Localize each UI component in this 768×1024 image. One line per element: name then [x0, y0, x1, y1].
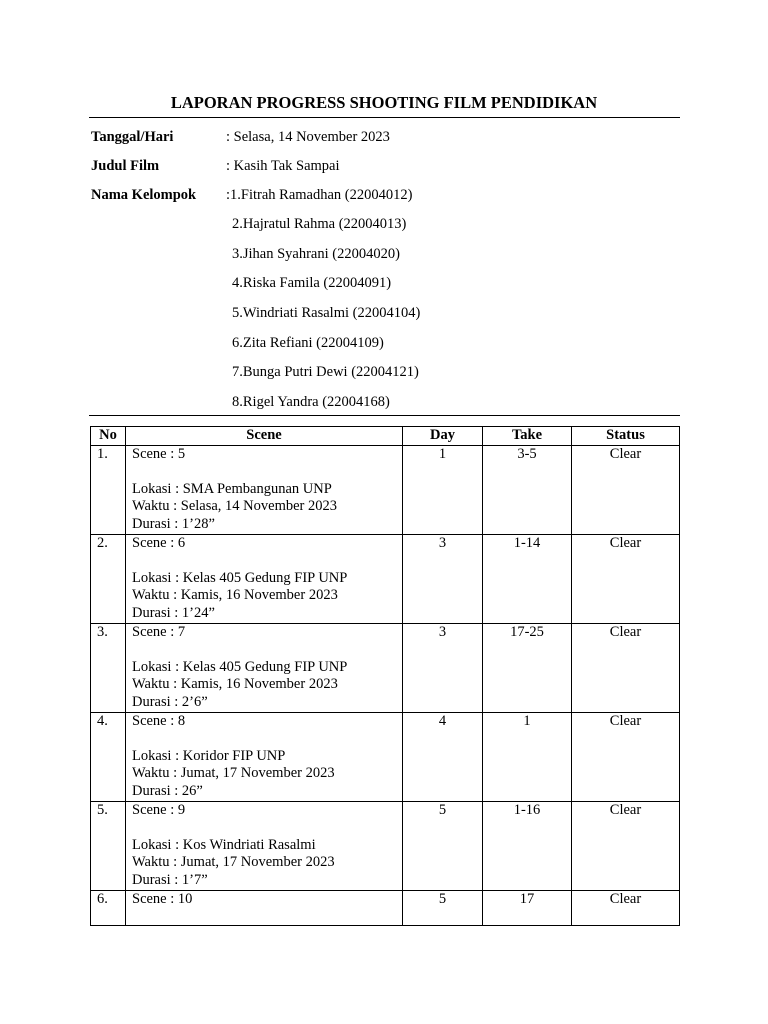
member-item: 3.Jihan Syahrani (22004020)	[232, 246, 400, 262]
header-status: Status	[572, 427, 680, 446]
status-cell: Clear	[572, 712, 680, 801]
member-item: 2.Hajratul Rahma (22004013)	[232, 216, 407, 232]
film-title-value: : Kasih Tak Sampai	[226, 158, 340, 174]
scene-location: Lokasi : Kelas 405 Gedung FIP UNP	[132, 658, 348, 675]
scene-time: Waktu : Jumat, 17 November 2023	[132, 854, 335, 870]
table-row	[91, 712, 680, 801]
date-label: Tanggal/Hari	[91, 129, 174, 145]
day-cell: 3	[403, 534, 483, 623]
member-item: 6.Zita Refiani (22004109)	[232, 335, 384, 351]
scene-cell	[126, 623, 403, 712]
take-cell: 17-25	[483, 623, 572, 712]
scene-number: Scene : 6	[132, 534, 186, 551]
status-cell: Clear	[572, 890, 680, 925]
table-row	[91, 801, 680, 890]
scene-time: Waktu : Kamis, 16 November 2023	[132, 587, 338, 603]
scene-cell	[126, 890, 403, 925]
take-cell: 17	[483, 890, 572, 925]
row-number: 3.	[91, 623, 126, 712]
header-no: No	[91, 427, 126, 446]
status-cell: Clear	[572, 534, 680, 623]
scene-number: Scene : 8	[132, 712, 186, 729]
row-number: 4.	[91, 712, 126, 801]
status-cell: Clear	[572, 445, 680, 534]
scene-location: Lokasi : Kelas 405 Gedung FIP UNP	[132, 569, 348, 586]
table-header-row	[91, 427, 680, 446]
scene-location: Lokasi : Kos Windriati Rasalmi	[132, 836, 316, 853]
document-title: LAPORAN PROGRESS SHOOTING FILM PENDIDIKAN	[170, 93, 598, 112]
scene-location: Lokasi : SMA Pembangunan UNP	[132, 480, 332, 497]
status-cell: Clear	[572, 623, 680, 712]
scene-number: Scene : 9	[132, 801, 186, 818]
member-item: 8.Rigel Yandra (22004168)	[232, 394, 390, 410]
take-cell: 3-5	[483, 445, 572, 534]
header-scene: Scene	[126, 427, 403, 446]
scene-cell	[126, 712, 403, 801]
film-title-label: Judul Film	[91, 158, 160, 174]
scene-cell	[126, 445, 403, 534]
scene-time: Waktu : Jumat, 17 November 2023	[132, 765, 335, 781]
scene-number: Scene : 7	[132, 623, 186, 640]
row-number: 6.	[91, 890, 126, 925]
scene-cell	[126, 801, 403, 890]
scene-duration: Durasi : 1’7”	[132, 871, 208, 888]
info-rule	[89, 415, 680, 416]
progress-table	[90, 426, 680, 926]
header-day: Day	[403, 427, 483, 446]
header-take: Take	[483, 427, 572, 446]
day-cell: 5	[403, 801, 483, 890]
scene-number: Scene : 10	[132, 890, 193, 907]
take-cell: 1-14	[483, 534, 572, 623]
scene-number: Scene : 5	[132, 445, 186, 462]
take-cell: 1	[483, 712, 572, 801]
scene-cell	[126, 534, 403, 623]
day-cell: 1	[403, 445, 483, 534]
member-item: :1.Fitrah Ramadhan (22004012)	[226, 187, 413, 203]
table-row	[91, 534, 680, 623]
scene-duration: Durasi : 1’28”	[132, 515, 215, 532]
day-cell: 3	[403, 623, 483, 712]
table-row	[91, 890, 680, 925]
member-item: 4.Riska Famila (22004091)	[232, 275, 392, 291]
status-cell: Clear	[572, 801, 680, 890]
scene-duration: Durasi : 26”	[132, 782, 203, 799]
take-cell: 1-16	[483, 801, 572, 890]
row-number: 1.	[91, 445, 126, 534]
scene-location: Lokasi : Koridor FIP UNP	[132, 747, 286, 764]
day-cell: 4	[403, 712, 483, 801]
scene-time: Waktu : Selasa, 14 November 2023	[132, 498, 338, 514]
scene-duration: Durasi : 2’6”	[132, 693, 208, 710]
date-value: : Selasa, 14 November 2023	[226, 129, 390, 145]
table-row	[91, 623, 680, 712]
title-rule	[89, 117, 680, 118]
table-row	[91, 445, 680, 534]
scene-duration: Durasi : 1’24”	[132, 604, 215, 621]
day-cell: 5	[403, 890, 483, 925]
row-number: 2.	[91, 534, 126, 623]
row-number: 5.	[91, 801, 126, 890]
member-item: 7.Bunga Putri Dewi (22004121)	[232, 364, 419, 380]
group-label: Nama Kelompok	[91, 187, 197, 203]
member-item: 5.Windriati Rasalmi (22004104)	[232, 305, 421, 321]
scene-time: Waktu : Kamis, 16 November 2023	[132, 676, 338, 692]
